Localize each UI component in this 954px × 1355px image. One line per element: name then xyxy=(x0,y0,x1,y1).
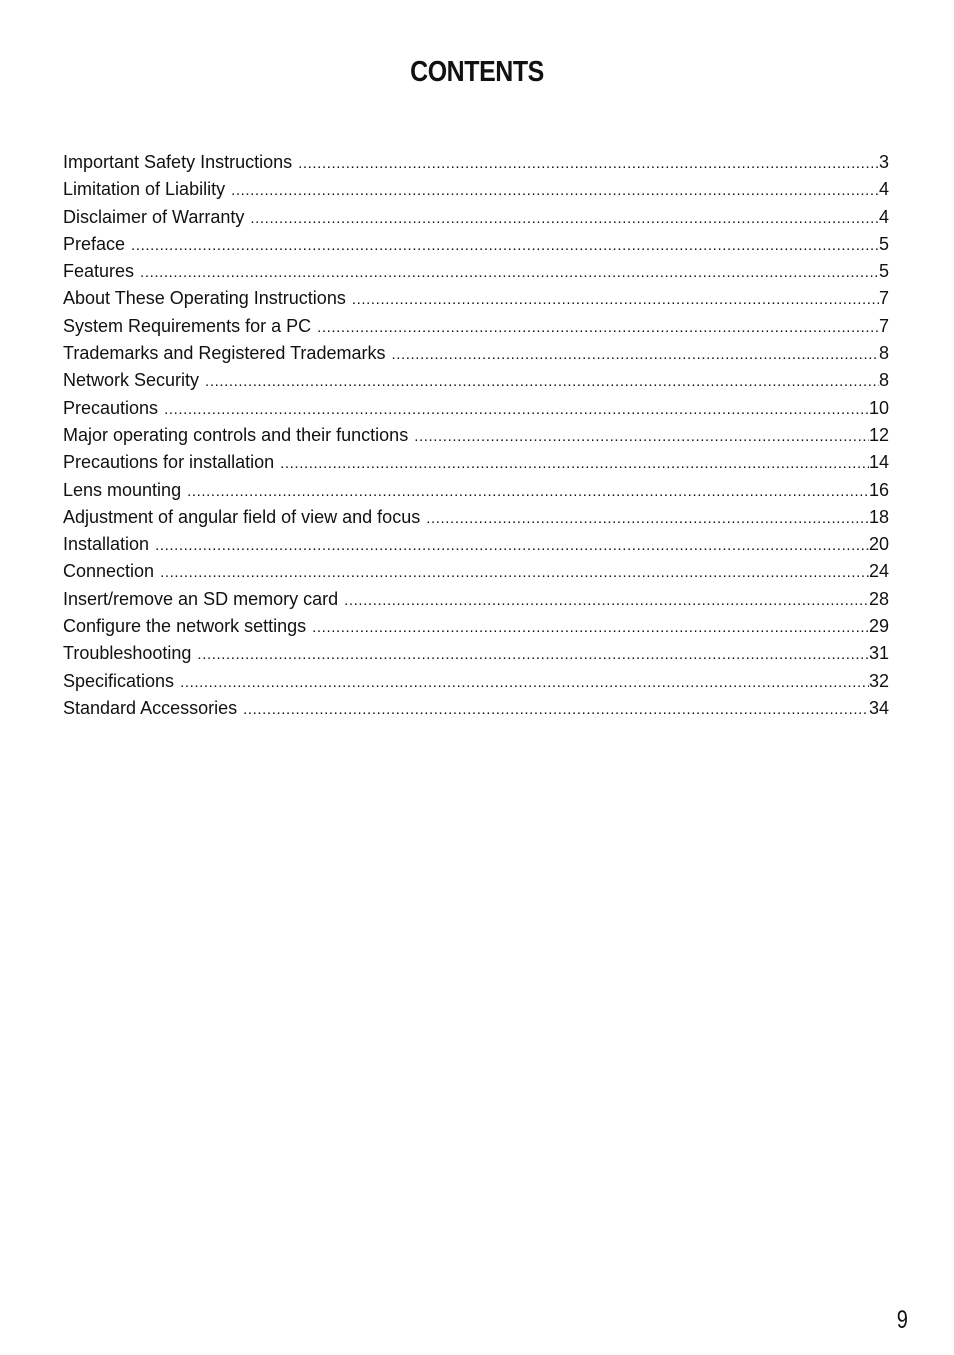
toc-leader-dots xyxy=(187,478,869,505)
toc-leader-dots xyxy=(426,505,869,532)
toc-entry-page: 34 xyxy=(868,697,889,718)
toc-entry-label: Adjustment of angular field of view and focus xyxy=(63,506,421,527)
toc-leader-dots xyxy=(164,396,869,423)
toc-entry[interactable] xyxy=(63,395,889,422)
toc-entry[interactable] xyxy=(63,449,889,476)
toc-entry-label: Important Safety Instructions xyxy=(63,152,293,172)
toc-leader-dots xyxy=(391,341,879,368)
toc-entry-page: 4 xyxy=(878,179,889,200)
toc-entry[interactable] xyxy=(63,668,889,695)
toc-entry-page: 7 xyxy=(878,315,889,336)
toc-leader-dots xyxy=(140,259,879,286)
toc-leader-dots xyxy=(231,177,879,204)
toc-entry[interactable] xyxy=(63,477,889,504)
table-of-contents xyxy=(63,149,889,722)
toc-entry-page: 18 xyxy=(868,506,889,527)
toc-entry-label: Trademarks and Registered Trademarks xyxy=(63,343,386,364)
toc-entry-page: 14 xyxy=(868,452,889,473)
toc-entry-label: Limitation of Liability xyxy=(63,179,226,200)
toc-entry[interactable] xyxy=(63,231,889,258)
toc-entry-label: Troubleshooting xyxy=(63,643,192,664)
toc-leader-dots xyxy=(205,368,879,395)
toc-entry[interactable] xyxy=(63,149,889,176)
toc-entry[interactable] xyxy=(63,640,889,667)
toc-leader-dots xyxy=(180,669,869,696)
toc-entry-label: Disclaimer of Warranty xyxy=(63,206,245,227)
toc-entry-page: 32 xyxy=(868,670,889,691)
toc-entry-label: Configure the network settings xyxy=(63,616,307,637)
toc-entry-page: 5 xyxy=(878,261,889,282)
page-number: 9 xyxy=(896,1306,908,1334)
toc-entry-page: 7 xyxy=(878,288,889,309)
toc-entry[interactable] xyxy=(63,176,889,203)
toc-entry[interactable] xyxy=(63,340,889,367)
toc-entry-page: 3 xyxy=(878,152,889,172)
toc-leader-dots xyxy=(280,450,869,477)
toc-entry-label: Major operating controls and their functions xyxy=(63,424,409,445)
toc-entry-label: Features xyxy=(63,261,135,282)
toc-entry[interactable] xyxy=(63,504,889,531)
toc-entry-label: Standard Accessories xyxy=(63,697,238,718)
page-title: CONTENTS xyxy=(410,56,544,88)
toc-leader-dots xyxy=(243,696,869,723)
toc-leader-dots xyxy=(160,559,869,586)
toc-leader-dots xyxy=(352,286,879,313)
toc-entry-page: 16 xyxy=(868,479,889,500)
toc-leader-dots xyxy=(414,423,869,450)
toc-entry-page: 24 xyxy=(868,561,889,582)
toc-entry[interactable] xyxy=(63,285,889,312)
toc-entry-label: Network Security xyxy=(63,370,200,391)
toc-entry-label: Lens mounting xyxy=(63,479,182,500)
toc-entry-label: Insert/remove an SD memory card xyxy=(63,588,339,609)
toc-entry-page: 28 xyxy=(868,588,889,609)
toc-entry[interactable] xyxy=(63,313,889,340)
toc-entry[interactable] xyxy=(63,531,889,558)
toc-entry-page: 8 xyxy=(878,343,889,364)
toc-leader-dots xyxy=(250,205,879,232)
toc-entry-label: About These Operating Instructions xyxy=(63,288,346,309)
toc-entry[interactable] xyxy=(63,367,889,394)
toc-entry-page: 31 xyxy=(868,643,889,664)
toc-leader-dots xyxy=(312,614,869,641)
toc-entry-label: System Requirements for a PC xyxy=(63,315,312,336)
toc-entry-label: Connection xyxy=(63,561,155,582)
toc-entry-page: 8 xyxy=(878,370,889,391)
toc-leader-dots xyxy=(317,314,879,341)
toc-entry-page: 10 xyxy=(868,397,889,418)
toc-leader-dots xyxy=(344,587,869,614)
toc-entry-page: 20 xyxy=(868,534,889,555)
toc-entry-page: 5 xyxy=(878,233,889,254)
toc-leader-dots xyxy=(298,150,879,177)
toc-entry-page: 12 xyxy=(868,424,889,445)
toc-entry-page: 29 xyxy=(868,616,889,637)
toc-entry[interactable] xyxy=(63,204,889,231)
toc-leader-dots xyxy=(197,641,869,668)
toc-entry-page: 4 xyxy=(878,206,889,227)
toc-entry-label: Precautions xyxy=(63,397,159,418)
toc-entry-label: Preface xyxy=(63,233,126,254)
toc-entry[interactable] xyxy=(63,422,889,449)
toc-entry-label: Precautions for installation xyxy=(63,452,275,473)
toc-leader-dots xyxy=(131,232,879,259)
toc-entry[interactable] xyxy=(63,558,889,585)
toc-entry[interactable] xyxy=(63,613,889,640)
toc-entry[interactable] xyxy=(63,695,889,722)
toc-entry-label: Installation xyxy=(63,534,150,555)
toc-entry[interactable] xyxy=(63,258,889,285)
toc-leader-dots xyxy=(155,532,869,559)
toc-entry[interactable] xyxy=(63,586,889,613)
toc-entry-label: Specifications xyxy=(63,670,175,691)
